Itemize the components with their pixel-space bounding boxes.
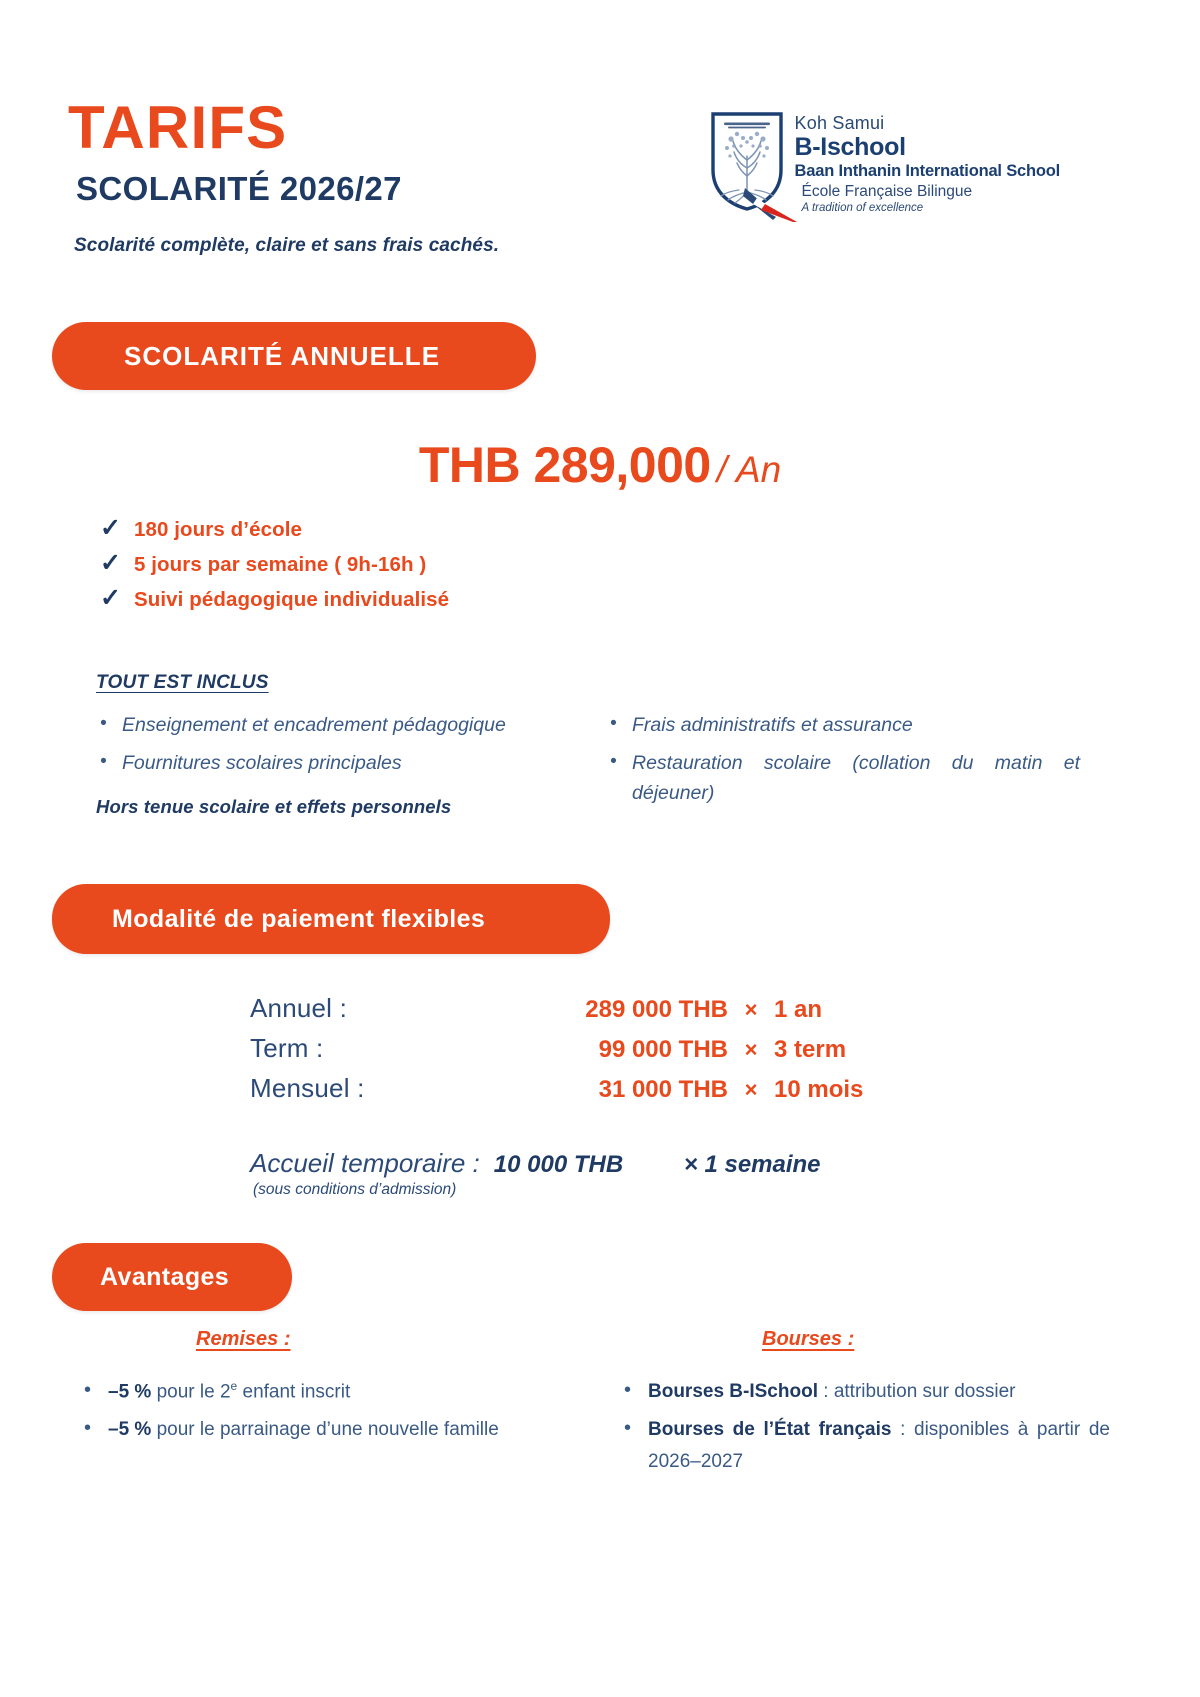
list-item — [100, 516, 449, 542]
check-icon: ✓ — [100, 584, 121, 612]
included-block — [96, 672, 1096, 817]
scholarship-name: Bourses B-ISchool — [648, 1381, 818, 1402]
list-item — [108, 1414, 530, 1446]
payment-times: 1 an — [774, 996, 823, 1023]
advantages-columns — [80, 1376, 1120, 1484]
annual-price-amount: THB 289,000 — [418, 437, 711, 493]
page-title: TARIFS — [68, 94, 288, 161]
logo-line-koh-samui: Koh Samui — [794, 113, 885, 133]
list-item — [648, 1376, 1110, 1408]
table-row — [250, 1033, 863, 1064]
multiply-icon: × — [744, 1037, 758, 1062]
list-item: • Restauration scolaire (collation du matin et déjeuner) — [632, 748, 1080, 808]
discount-tail: enfant inscrit — [237, 1381, 351, 1403]
payment-times: 10 mois — [774, 1076, 864, 1103]
multiply-icon: × — [744, 997, 758, 1022]
temporary-enrollment-row — [250, 1148, 821, 1179]
list-item — [648, 1414, 1110, 1478]
temporary-times: × 1 semaine — [683, 1151, 821, 1178]
ordinal-suffix: e — [230, 1379, 238, 1393]
logo-text-block — [795, 108, 1060, 214]
payment-amount: 289 000 THB — [585, 996, 728, 1023]
bourses-column — [620, 1376, 1110, 1484]
list-item: • Enseignement et encadrement pédagogique — [122, 710, 570, 740]
page-tagline: Scolarité complète, claire et sans frais cachés. — [74, 235, 500, 256]
section-heading-annual-tuition — [52, 322, 536, 390]
temporary-label: Accueil temporaire : — [250, 1148, 480, 1178]
logo-line-motto: A tradition of excellence — [801, 201, 924, 214]
list-item-label: 180 jours d’école — [133, 518, 303, 541]
flag-ribbon-icon — [743, 186, 813, 222]
payment-amount: 99 000 THB — [598, 1036, 728, 1063]
logo-line-ecole: École Française Bilingue — [801, 183, 973, 201]
scholarship-name: Bourses de l’État français — [648, 1418, 892, 1440]
bourses-heading: Bourses : — [762, 1328, 855, 1350]
included-title: TOUT EST INCLUS — [96, 672, 269, 693]
table-row — [250, 993, 863, 1024]
title-block — [68, 94, 500, 257]
logo-line-bischool: B-Ischool — [794, 133, 906, 162]
list-item-label: 5 jours par semaine ( 9h-16h ) — [133, 553, 427, 576]
discount-value: –5 % — [108, 1381, 152, 1403]
payment-times: 3 term — [774, 1036, 847, 1063]
payment-options-table — [250, 993, 863, 1113]
annual-price-row — [0, 436, 1200, 494]
section-heading-annual-tuition-label: SCOLARITÉ ANNUELLE — [124, 340, 441, 371]
payment-label: Annuel : — [250, 993, 348, 1023]
list-item-label: Suivi pédagogique individualisé — [133, 588, 450, 611]
table-row — [250, 1073, 863, 1104]
payment-label: Mensuel : — [250, 1073, 365, 1103]
temporary-amount: 10 000 THB — [493, 1151, 624, 1178]
list-item — [100, 586, 449, 612]
section-heading-advantages — [52, 1243, 292, 1311]
temporary-note: (sous conditions d’admission) — [253, 1181, 457, 1198]
list-item: • Frais administratifs et assurance — [632, 710, 1080, 740]
logo-line-full-name: Baan Inthanin International School — [794, 162, 1060, 181]
check-icon: ✓ — [100, 549, 121, 577]
remises-column — [80, 1376, 530, 1484]
annual-features-list — [100, 516, 449, 621]
scholarship-text: : disponibles à partir de 2026–2027 — [648, 1418, 1110, 1472]
payment-label: Term : — [250, 1033, 324, 1063]
list-item — [100, 551, 449, 577]
included-column-right — [606, 710, 1080, 817]
page-subtitle: SCOLARITÉ 2026/27 — [76, 170, 402, 207]
section-heading-advantages-label: Avantages — [100, 1262, 230, 1291]
section-heading-payment-options-label: Modalité de paiement flexibles — [112, 904, 486, 933]
discount-text: pour le 2 — [151, 1381, 231, 1403]
exclusion-note: Hors tenue scolaire et effets personnels — [96, 796, 452, 817]
discount-text: pour le parrainage d’une nouvelle famille — [151, 1419, 499, 1441]
section-heading-payment-options — [52, 884, 610, 954]
discount-value: –5 % — [108, 1419, 152, 1441]
scholarship-text: : attribution sur dossier — [817, 1381, 1016, 1402]
remises-heading: Remises : — [196, 1328, 291, 1350]
annual-price-unit: / An — [716, 449, 782, 490]
payment-amount: 31 000 THB — [598, 1076, 728, 1103]
school-logo — [709, 108, 1060, 214]
multiply-icon: × — [744, 1077, 758, 1102]
list-item — [108, 1376, 530, 1408]
check-icon: ✓ — [100, 514, 121, 542]
page-header — [0, 0, 1200, 290]
list-item: • Fournitures scolaires principales — [122, 748, 570, 778]
